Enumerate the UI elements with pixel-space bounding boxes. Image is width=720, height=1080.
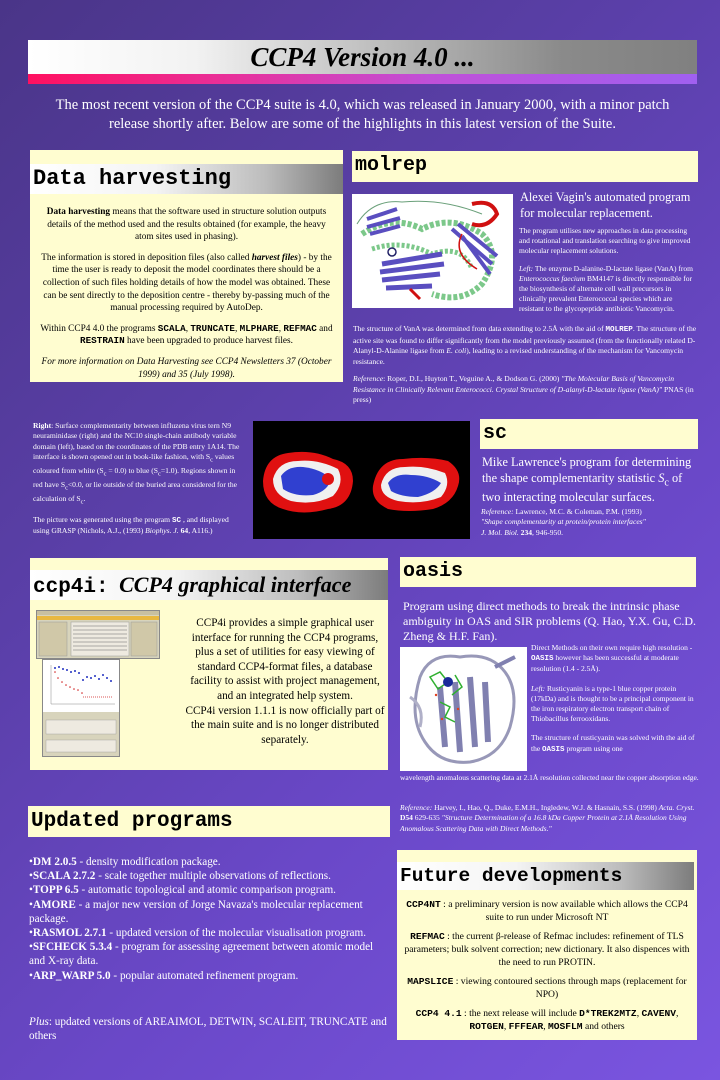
reference-label: Reference	[353, 374, 384, 383]
molrep-protein-image	[352, 194, 513, 308]
sc-reference	[481, 507, 701, 538]
oasis-paragraph-2	[531, 684, 701, 725]
program-name: REFMAC	[283, 322, 317, 334]
program-name: CAVENV	[641, 1008, 677, 1019]
oasis-reference	[400, 803, 702, 834]
molrep-text: BM4147 is directly responsible for the biosynthesis of alternate cell wall precursors in clinically prevalent Enterococcal species which are resistant to the glycopeptide antibiotic Vancomycin.	[519, 273, 693, 314]
sc-image-caption	[33, 421, 243, 544]
sc-text: .	[83, 493, 86, 503]
program-name: ROTGEN	[469, 1021, 504, 1032]
bullet-icon: •	[29, 884, 33, 897]
list-item	[29, 883, 389, 897]
vana-ribbon-illustration	[352, 194, 513, 308]
bullet-icon: •	[29, 941, 33, 954]
program-description: - updated version of the molecular visualisation program.	[106, 927, 367, 940]
caption-right-label: Right	[33, 421, 52, 430]
program-name: TOPP 6.5	[32, 884, 79, 897]
intro-text: The most recent version of the CCP4 suite is 4.0, which was released in January 2000, with a minor patch release shortly after. Below are some of the highlights in this latest version of the Suite.	[55, 97, 670, 132]
oasis-text: however has been successful at moderate resolution (1.4 - 2.5Å).	[531, 653, 679, 674]
program-name: AMORE	[32, 898, 76, 911]
program-name: SFCHECK 5.3.4	[32, 941, 113, 954]
program-name: MAPSLICE	[407, 976, 454, 987]
program-description: - density modification package.	[76, 856, 221, 868]
ccp4i-heading	[30, 570, 388, 600]
future-item	[401, 930, 693, 969]
ccp4i-paragraph-1: CCP4i provides a simple graphical user interface for running the CCP4 programs, plus a set of utilities for easy viewing of standard CCP4-format files, a database facility to assist with project management, and an integrated help system.	[190, 617, 380, 702]
program-description: - a major new version of Jorge Navaza's molecular replacement package.	[29, 898, 363, 925]
reference-journal: J. Mol. Biol.	[481, 527, 519, 537]
dh-paragraph-4	[38, 356, 335, 381]
program-name: TRUNCATE	[190, 322, 235, 334]
program-name: FFFEAR	[508, 1021, 544, 1032]
oasis-paragraph-3	[531, 733, 701, 754]
updated-programs-plus-note	[29, 1015, 389, 1043]
program-name: SCALA 2.7.2	[32, 870, 96, 883]
program-name: SC	[171, 516, 182, 525]
ccp4i-window-illustration	[37, 611, 159, 658]
bullet-icon: •	[29, 870, 33, 883]
program-name: SCALA	[157, 322, 186, 334]
sc-text: : Surface complementarity between influzena virus tern N9 neuraminidase (right) and the NC10 single-chain antibody variable domain (left), based on the coordinates of the PDB entry 1A14. The interface is shown opened out in book-like fashion, with S	[33, 421, 240, 462]
dh-text: have been upgraded to produce harvest files.	[124, 336, 293, 347]
program-name: MLPHARE	[239, 322, 279, 334]
oasis-paragraph-1	[531, 643, 701, 675]
rusticyanin-ribbon-illustration	[400, 647, 527, 771]
sc-text: , and displayed using GRASP (Nichols, A.J., (1993)	[33, 514, 229, 536]
subscript: c	[65, 484, 68, 492]
program-description: - program for assessing agreement between atomic model and X-ray data.	[29, 941, 374, 968]
list-item	[29, 898, 389, 926]
oasis-structure-notes: wavelength anomalous scattering data at 2.1Å resolution collected near the copper absorption edge.	[400, 773, 699, 782]
bullet-icon: •	[29, 898, 33, 911]
subscript: c	[103, 470, 107, 478]
molrep-paragraph-2	[519, 264, 699, 315]
ccp4i-plot-illustration	[43, 660, 119, 756]
ccp4i-graph-screenshot	[42, 659, 120, 757]
sc-caption-paragraph-1	[33, 421, 243, 508]
sc-text: =1.0). Regions shown in red have S	[33, 466, 236, 490]
oasis-lead-text: Program using direct methods to break the intrinsic phase ambiguity in OAS and SIR problems (Q. Hao, Y.X. Gu, C.D. Zheng & H.F. Fan).	[403, 599, 696, 644]
dh-text: means that the software used in structure solution outputs details of the method used and the results obtained (for example, the heavy atom sites used in phasing).	[47, 207, 327, 243]
dh-term: Data harvesting	[46, 207, 111, 217]
reference-authors: : Roper, D.I., Huyton T., Veguine A., & Dodson G. (2000)	[383, 374, 562, 383]
sc-text: The picture was generated using the program	[33, 514, 172, 524]
list-item	[29, 869, 389, 883]
future-item	[401, 975, 693, 1001]
subscript: c	[664, 476, 669, 488]
reference-label: Reference:	[400, 803, 433, 812]
oasis-text: program using one	[564, 743, 623, 753]
data-harvesting-body	[38, 206, 335, 389]
ccp4i-description	[185, 616, 385, 747]
sc-text: = 0.0) to blue (S	[106, 466, 158, 476]
ccp4i-heading-code: ccp4i:	[33, 576, 109, 599]
reference-pages: , 946-950.	[532, 527, 564, 537]
updated-programs-list	[29, 855, 389, 983]
molrep-paragraph-3	[353, 324, 701, 367]
program-name: RESTRAIN	[80, 335, 125, 347]
future-developments-panel	[397, 850, 697, 1040]
program-name: RASMOL 2.7.1	[32, 927, 107, 940]
dh-paragraph-2	[38, 252, 335, 315]
program-description: - scale together multiple observations of reflections.	[95, 870, 331, 883]
ccp4i-panel	[30, 558, 388, 770]
molrep-text: . The structure of the active site was found to differ significantly from the model previously assumed (from the functionally related D-Alanyl-D-Alanine ligase from	[353, 324, 697, 355]
reference-authors: Lawrence, M.C. & Coleman, P.M. (1993)	[513, 507, 642, 516]
sc-text: <0.0, or lie outside of the buried area considered for the calculation of S	[33, 480, 238, 503]
dh-more-info: For more information on Data Harvesting see CCP4 Newsletters 37 (October 1999) and 35 (July 1998).	[41, 356, 332, 380]
future-item: CCP4 4.1 : the next release will include D*TREK2MTZ, CAVENV, ROTGEN, FFFEAR, MOSFLM and others	[415, 1008, 679, 1032]
molrep-text: ), leading to a revised understanding of the mechanism for Vancomycin resistance.	[353, 346, 684, 366]
molrep-description	[519, 226, 699, 322]
program-name: REFMAC	[410, 931, 445, 942]
dh-text: ) - by the time the user is ready to deposit the model coordinates there should be a collection of such files holding details of how the model was obtained. These can be sent directly to the deposition centre - thereby by-passing much of the manual processing required by AutoDep.	[42, 252, 332, 314]
future-item-text: : the next release will include	[461, 1008, 580, 1019]
plus-label: Plus	[29, 1016, 49, 1028]
program-name: DM 2.0.5	[32, 856, 77, 868]
molrep-lead-text: Alexei Vagin's automated program for molecular replacement.	[520, 190, 691, 220]
bullet-icon: •	[29, 856, 33, 868]
dh-text: Within CCP4 4.0 the programs	[40, 323, 158, 334]
molrep-heading: molrep	[352, 151, 698, 182]
program-name: CCP4NT	[406, 899, 441, 910]
program-name: MOLREP	[605, 326, 633, 334]
future-item-text: and others	[582, 1021, 625, 1032]
molrep-structure-notes	[353, 324, 701, 413]
future-developments-heading: Future developments	[397, 862, 694, 890]
future-item-text: : the current β-release of Refmac includes: refinement of TLS parameters; bulk solvent correction; new dictionary. It also dispences with the need to run PROTIN.	[404, 931, 690, 968]
reference-journal: Acta. Cryst.	[658, 803, 695, 812]
program-name: D*TREK2MTZ	[579, 1008, 637, 1019]
molrep-text: The enzyme D-alanine-D-lactate ligase (VanA) from	[533, 263, 693, 273]
molrep-left-label: Left:	[519, 263, 534, 273]
list-item	[29, 969, 389, 983]
oasis-left-label: Left:	[531, 683, 546, 693]
molrep-paragraph-1: The program utilises new approaches in data processing and rotational and translation searching to give improved molecular replacement solutions.	[519, 226, 691, 256]
reference-pages: 629-635	[412, 813, 442, 823]
sc-text: of two interacting molecular surfaces.	[482, 470, 683, 505]
molrep-text: The structure of VanA was determined from data extending to 2.5Å with the aid of	[353, 324, 606, 333]
future-item	[401, 898, 693, 924]
oasis-text: Rusticyanin is a type-1 blue copper protein (17kDa) and is thought to be a principal component in the iron respiratory electron transport chain of Thiobacillus ferrooxidans.	[531, 683, 694, 724]
reference-authors: Harvey, I., Hao, Q., Duke, E.M.H., Ingledew, W.J. & Hasnain, S.S. (1998)	[432, 803, 659, 812]
poster-title-banner	[28, 40, 697, 74]
reference-title: "Shape complementarity at protein/protein interfaces"	[481, 517, 646, 527]
sc-caption-paragraph-2	[33, 515, 243, 537]
bullet-icon: •	[29, 927, 33, 940]
updated-programs-heading: Updated programs	[28, 806, 390, 837]
molrep-reference	[353, 374, 701, 406]
subscript: c	[80, 498, 84, 506]
volume-number: D54	[400, 813, 413, 823]
plus-text: : updated versions of AREAIMOL, DETWIN, SCALEIT, TRUNCATE and others	[29, 1016, 387, 1043]
sc-text: Mike Lawrence's program for determining the shape complementarity statistic	[482, 455, 692, 485]
species-name: Enterococcus faecium	[519, 273, 586, 283]
list-item	[29, 855, 389, 869]
sc-lead-text	[482, 455, 702, 506]
surface-complementarity-illustration	[253, 421, 470, 539]
dh-harvest-files-term: harvest files	[251, 252, 298, 263]
reference-journal: PNAS (in press)	[353, 384, 694, 404]
program-description: - automatic topological and atomic comparison program.	[78, 884, 336, 897]
oasis-text: Direct Methods on their own require high resolution -	[531, 643, 693, 652]
future-developments-body	[401, 898, 693, 1039]
ccp4i-paragraph-2: CCP4i version 1.1.1 is now officially part of the main suite and is no longer distributed separately.	[185, 704, 385, 746]
oasis-heading: oasis	[400, 557, 696, 587]
journal-name: Biophys. J.	[145, 526, 179, 536]
program-name: OASIS	[542, 745, 565, 754]
program-name: OASIS	[531, 655, 554, 664]
ccp4i-main-window-screenshot	[36, 610, 160, 659]
list-item	[29, 926, 389, 940]
sc-text: values coloured from white (S	[33, 452, 235, 476]
program-name: MOSFLM	[548, 1021, 583, 1032]
sc-heading: sc	[480, 419, 698, 449]
dh-paragraph-1	[38, 206, 335, 244]
data-harvesting-panel	[30, 150, 343, 382]
poster-title: CCP4 Version 4.0 ...	[250, 41, 475, 72]
reference-title: "The Molecular Basis of Vancomycin Resistance in Clinically Relevant Enterococci. Crystal Structure of D-alanyl-D-lactate ligase (VanA)"	[353, 374, 675, 394]
volume-number: 234	[518, 527, 533, 537]
sc-text: , A116.)	[188, 526, 213, 536]
subscript: c	[158, 470, 161, 478]
program-name: ARP_WARP 5.0	[32, 969, 111, 982]
title-gradient-stripe	[28, 74, 697, 84]
reference-label: Reference:	[481, 507, 514, 516]
reference-title: "Structure Determination of a 16.8 kDa Copper Protein at 2.1Å Resolution Using Anomalous Scattering Data with Direct Methods."	[400, 813, 687, 833]
volume-number: 64	[178, 526, 189, 536]
oasis-description	[531, 643, 701, 764]
statistic-symbol: S	[658, 470, 665, 485]
data-harvesting-heading: Data harvesting	[30, 164, 343, 194]
list-item	[29, 940, 389, 968]
sc-surface-image	[253, 421, 470, 539]
oasis-protein-image	[400, 647, 527, 771]
species-name: E. coli	[446, 346, 467, 355]
program-description: - popular automated refinement program.	[110, 969, 299, 982]
future-item-text: : viewing contoured sections through maps (replacement for NPO)	[453, 976, 687, 1000]
dh-paragraph-3: Within CCP4 4.0 the programs SCALA, TRUNCATE, MLPHARE, REFMAC and RESTRAIN have been upgraded to produce harvest files.	[40, 322, 333, 347]
ccp4i-heading-title: CCP4 graphical interface	[119, 572, 352, 597]
subscript: c	[210, 456, 213, 464]
bullet-icon: •	[29, 969, 33, 982]
oasis-text: The structure of rusticyanin was solved with the aid of the	[531, 733, 695, 753]
future-item-text: : a preliminary version is now available which allows the CCP4 suite to run under Microsoft NT	[440, 899, 688, 923]
program-name: CCP4 4.1	[415, 1008, 462, 1019]
dh-text: The information is stored in deposition files (also called	[41, 252, 252, 263]
